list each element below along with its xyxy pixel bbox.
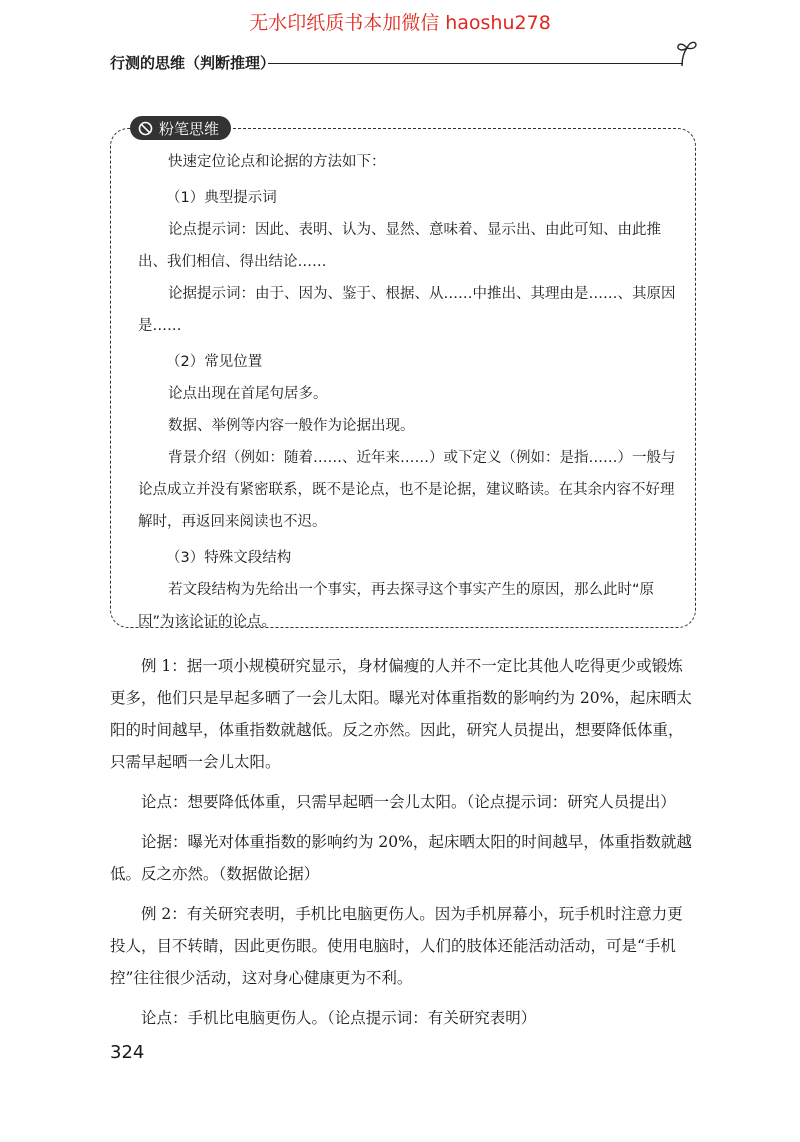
tip-paragraph: 背景介绍（例如：随着……、近年来……）或下定义（例如：是指……）一般与论点成立并没有紧密联系，既不是论点，也不是论据，建议略读。在其余内容不好理解时，再返回来阅读也不迟。 <box>138 450 676 530</box>
sprout-icon <box>676 38 698 72</box>
tip-box-label <box>130 116 231 140</box>
tip-box-content <box>138 146 678 638</box>
ban-icon <box>138 121 153 136</box>
tip-paragraph: 数据、举例等内容一般作为论据出现。 <box>168 418 415 434</box>
example-1: 例 1：据一项小规模研究显示，身材偏瘦的人并不一定比其他人吃得更少或锻炼更多，他们只是早起多晒了一会儿太阳。曝光对体重指数的影响约为 20%，起床晒太阳的时间越早，体重指数就越低。反之亦然。因此，研究人员提出，想要降低体重，只需早起晒一会儿太阳。 <box>110 657 692 771</box>
tip-heading-2: （2）常见位置 <box>166 354 263 370</box>
tip-heading-1: （1）典型提示词 <box>166 190 277 206</box>
tip-heading-3: （3）特殊文段结构 <box>166 550 292 566</box>
running-head: 行测的思维（判断推理） <box>110 54 276 72</box>
page-number: 324 <box>110 1042 145 1063</box>
tip-paragraph: 若文段结构为先给出一个事实，再去探寻这个事实产生的原因，那么此时“原因”为该论证的论点。 <box>138 582 655 630</box>
main-text <box>110 650 698 1042</box>
tip-box-title: 粉笔思维 <box>159 119 220 138</box>
example-1-point: 论点：想要降低体重，只需早起晒一会儿太阳。（论点提示词：研究人员提出） <box>141 793 676 811</box>
example-2: 例 2：有关研究表明，手机比电脑更伤人。因为手机屏幕小，玩手机时注意力更投人，目不转睛，因此更伤眼。使用电脑时，人们的肢体还能活动活动，可是“手机控”往往很少活动，这对身心健康更为不利。 <box>110 905 683 987</box>
example-2-point: 论点：手机比电脑更伤人。（论点提示词：有关研究表明） <box>141 1009 537 1027</box>
tip-paragraph: 论据提示词：由于、因为、鉴于、根据、从……中推出、其理由是……、其原因是…… <box>138 286 676 334</box>
tip-paragraph: 论点提示词：因此、表明、认为、显然、意味着、显示出、由此可知、由此推出、我们相信、得出结论…… <box>138 222 661 270</box>
tip-paragraph: 论点出现在首尾句居多。 <box>168 386 328 402</box>
example-1-evidence: 论据：曝光对体重指数的影响约为 20%，起床晒太阳的时间越早，体重指数就越低。反之亦然。（数据做论据） <box>110 833 692 883</box>
tip-intro: 快速定位论点和论据的方法如下： <box>168 154 386 170</box>
watermark-text: 无水印纸质书本加微信 haoshu278 <box>249 12 551 34</box>
header-rule <box>268 63 683 64</box>
